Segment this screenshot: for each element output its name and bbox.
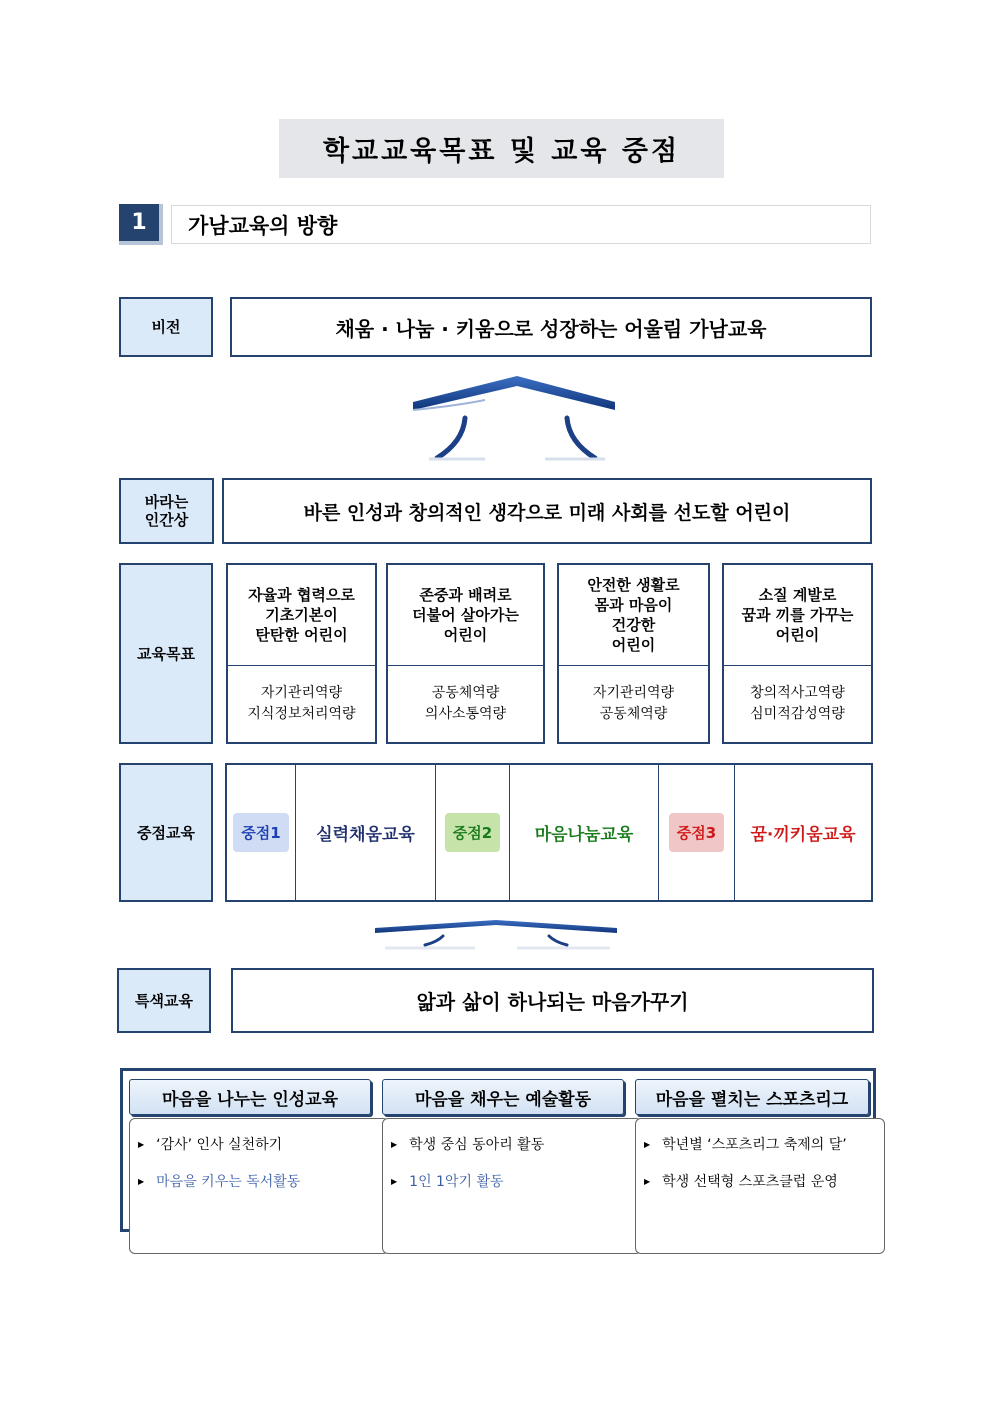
bullet-icon: ▶ [644, 1139, 651, 1149]
goal-title: 존중과 배려로 더불어 살아가는 어린이 [388, 565, 543, 666]
list-item [644, 1133, 876, 1155]
focus-tag-cell [659, 765, 735, 900]
list-item [391, 1170, 633, 1192]
up-arrow-icon [365, 914, 627, 952]
program-list [382, 1118, 642, 1254]
program-item: ‘감사’ 인사 실천하기 [156, 1137, 283, 1153]
goal-title: 자율과 협력으로 기초기본이 탄탄한 어린이 [228, 565, 375, 666]
goal-competency: 자기관리역량 지식정보처리역량 [247, 685, 356, 722]
program-item: 마음을 키우는 독서활동 [156, 1174, 301, 1190]
goal-card [722, 563, 873, 744]
list-item [644, 1170, 876, 1192]
bullet-icon: ▶ [138, 1139, 145, 1149]
page-title: 학교교육목표 및 교육 중점 [279, 119, 724, 178]
section-number: 1 [119, 204, 163, 245]
focus-tag-cell [227, 765, 296, 900]
special-label: 특색교육 [117, 968, 211, 1033]
ideal-label: 바라는 인간상 [119, 478, 214, 544]
goal-card [226, 563, 377, 744]
goal-competency: 자기관리역량 공동체역량 [592, 685, 675, 722]
focus-text: 실력채움교육 [316, 825, 415, 845]
goal-competency: 창의적사고역량 심미적감성역량 [750, 685, 845, 722]
focus-text: 꿈·끼키움교육 [750, 825, 856, 845]
focus-text-cell [735, 765, 871, 900]
list-item [391, 1133, 633, 1155]
program-item: 학년별 ‘스포츠리그 축제의 달’ [662, 1137, 847, 1153]
bullet-icon: ▶ [391, 1139, 398, 1149]
program-title: 마음을 채우는 예술활동 [382, 1079, 624, 1115]
bullet-icon: ▶ [138, 1176, 145, 1186]
focus-tag: 중점3 [669, 813, 724, 852]
program-title: 마음을 나누는 인성교육 [129, 1079, 371, 1115]
focus-label: 중점교육 [119, 763, 213, 902]
list-item [138, 1133, 380, 1155]
goal-card [557, 563, 710, 744]
goals-label: 교육목표 [119, 563, 213, 744]
vision-text: 채움 · 나눔 · 키움으로 성장하는 어울림 가남교육 [230, 297, 872, 357]
bullet-icon: ▶ [644, 1176, 651, 1186]
program-list [635, 1118, 885, 1254]
goal-competency: 공동체역량 의사소통역량 [424, 685, 507, 722]
focus-table [225, 763, 873, 902]
goal-card [386, 563, 545, 744]
goal-title: 소질 계발로 꿈과 끼를 가꾸는 어린이 [724, 565, 871, 666]
focus-text: 마음나눔교육 [534, 825, 634, 845]
focus-tag-cell [436, 765, 510, 900]
program-title: 마음을 펼치는 스포츠리그 [635, 1079, 869, 1115]
program-list [129, 1118, 389, 1254]
vision-label: 비전 [119, 297, 213, 357]
focus-text-cell [510, 765, 659, 900]
focus-tag: 중점2 [445, 813, 500, 852]
list-item [138, 1170, 380, 1192]
focus-tag: 중점1 [233, 813, 288, 852]
program-item: 학생 선택형 스포츠클럽 운영 [662, 1174, 838, 1190]
goal-title: 안전한 생활로 몸과 마음이 건강한 어린이 [559, 565, 708, 666]
program-item: 학생 중심 동아리 활동 [409, 1137, 545, 1153]
up-arrow-icon [395, 370, 635, 462]
programs-panel [120, 1068, 876, 1232]
special-text: 앎과 삶이 하나되는 마음가꾸기 [231, 968, 874, 1033]
bullet-icon: ▶ [391, 1176, 398, 1186]
focus-text-cell [296, 765, 436, 900]
ideal-text: 바른 인성과 창의적인 생각으로 미래 사회를 선도할 어린이 [222, 478, 872, 544]
program-item: 1인 1악기 활동 [409, 1174, 504, 1190]
section-title: 가남교육의 방향 [171, 205, 871, 244]
